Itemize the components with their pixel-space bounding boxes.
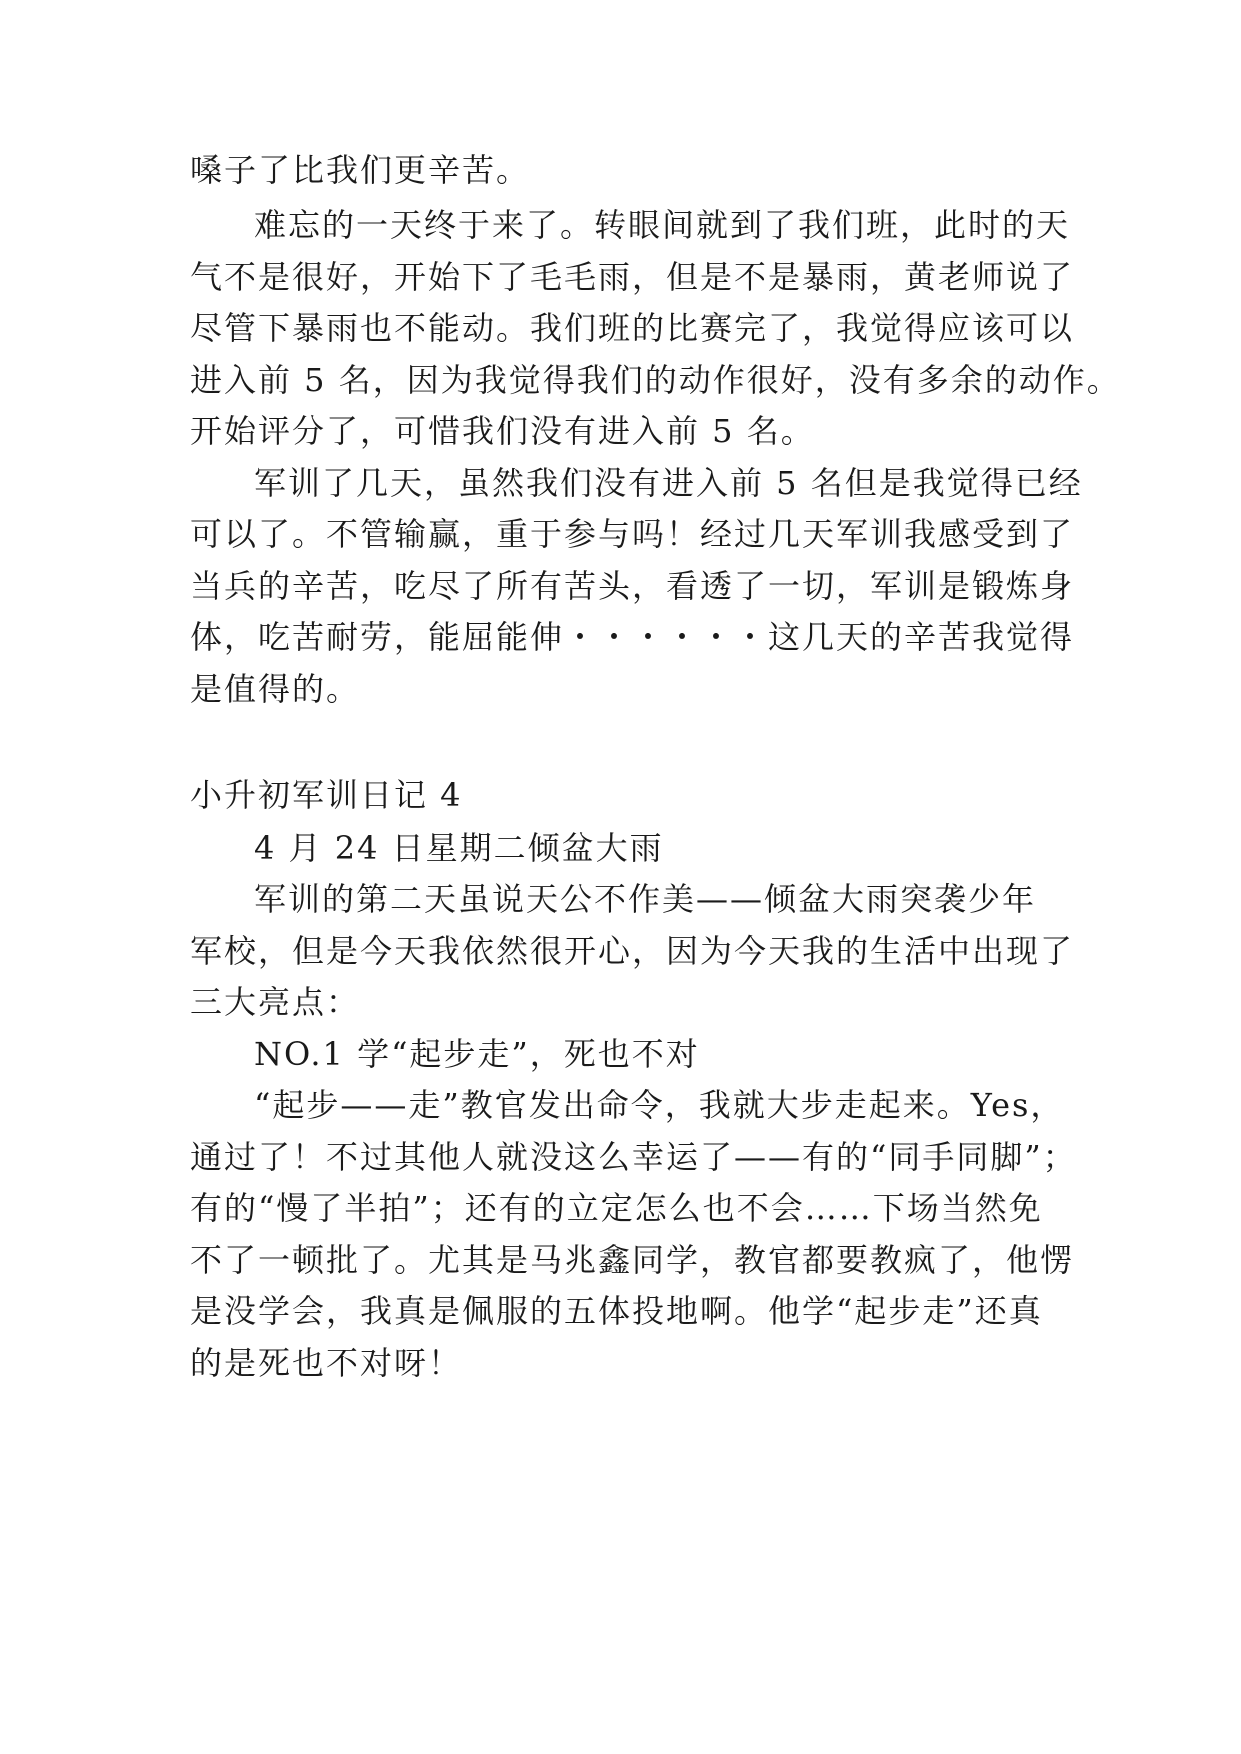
paragraph-line: 难忘的一天终于来了。转眼间就到了我们班，此时的天 [254,206,1071,244]
paragraph-line: 可以了。不管输赢，重于参与吗！经过几天军训我感受到了 [190,515,1075,553]
date-line: 4 月 24 日星期二倾盆大雨 [254,829,664,867]
paragraph-line: 通过了！不过其他人就没这么幸运了——有的“同手同脚”； [190,1138,1077,1176]
paragraph-line: 的是死也不对呀！ [190,1344,463,1382]
paragraph-line: 三大亮点： [190,983,361,1021]
paragraph-line: 体，吃苦耐劳，能屈能伸・・・・・・这几天的辛苦我觉得 [190,618,1075,656]
paragraph-line: 当兵的辛苦，吃尽了所有苦头，看透了一切，军训是锻炼身 [190,567,1075,605]
paragraph-line: 军训了几天，虽然我们没有进入前 5 名但是我觉得已经 [254,464,1083,502]
subheading: NO.1 学“起步走”，死也不对 [254,1035,700,1073]
paragraph-line: 是没学会，我真是佩服的五体投地啊。他学“起步走”还真 [190,1292,1043,1330]
section-title: 小升初军训日记 4 [190,776,463,814]
paragraph-line: 开始评分了，可惜我们没有进入前 5 名。 [190,412,815,450]
paragraph-line: 不了一顿批了。尤其是马兆鑫同学，教官都要教疯了，他愣 [190,1241,1075,1279]
paragraph-line: 进入前 5 名，因为我觉得我们的动作很好，没有多余的动作。 [190,361,1121,399]
paragraph-line: 有的“慢了半拍”；还有的立定怎么也不会……下场当然免 [190,1189,1043,1227]
paragraph-line: 军训的第二天虽说天公不作美——倾盆大雨突袭少年 [254,880,1037,918]
paragraph-line: 气不是很好，开始下了毛毛雨，但是不是暴雨，黄老师说了 [190,258,1075,296]
paragraph-line: “起步——走”教官发出命令，我就大步走起来。Yes， [254,1086,1065,1124]
paragraph-line: 尽管下暴雨也不能动。我们班的比赛完了，我觉得应该可以 [190,309,1075,347]
paragraph-line: 嗓子了比我们更辛苦。 [190,151,531,189]
paragraph-line: 是值得的。 [190,670,361,708]
paragraph-line: 军校，但是今天我依然很开心，因为今天我的生活中出现了 [190,932,1075,970]
